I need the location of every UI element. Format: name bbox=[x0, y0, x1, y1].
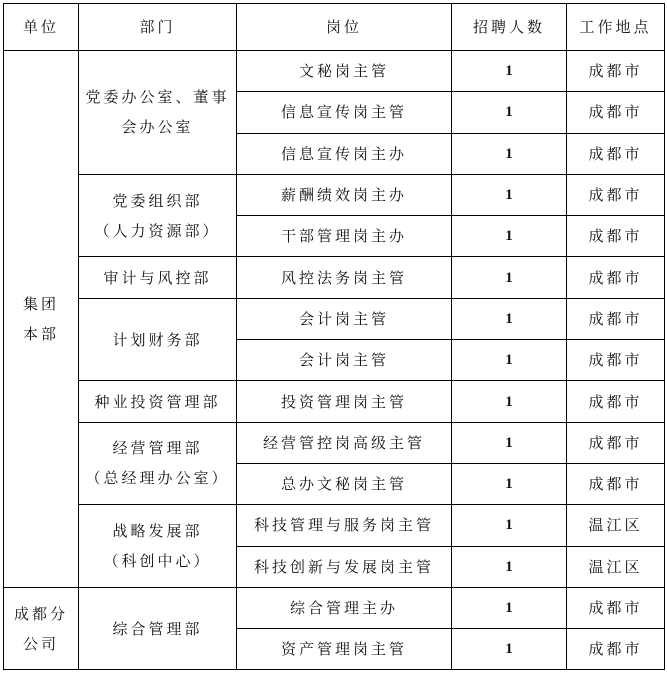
unit-label-line: 公司 bbox=[22, 634, 59, 653]
post-cell: 投资管理岗主管 bbox=[237, 381, 452, 422]
unit-label-line: 成都分 bbox=[13, 604, 68, 623]
header-department: 部门 bbox=[79, 4, 237, 51]
department-label-line: 经营管理部 bbox=[112, 439, 203, 458]
location-cell: 成都市 bbox=[567, 463, 665, 504]
count-cell: 1 bbox=[452, 587, 567, 628]
location-cell: 温江区 bbox=[567, 546, 665, 587]
header-count: 招聘人数 bbox=[452, 4, 567, 51]
post-cell: 会计岗主管 bbox=[237, 340, 452, 381]
count-cell: 1 bbox=[452, 257, 567, 298]
count-cell: 1 bbox=[452, 381, 567, 422]
table-row bbox=[4, 257, 665, 298]
location-cell: 温江区 bbox=[567, 505, 665, 546]
department-cell bbox=[79, 381, 237, 422]
department-cell bbox=[79, 51, 237, 175]
location-cell: 成都市 bbox=[567, 298, 665, 339]
department-label-line: 会办公室 bbox=[121, 118, 194, 137]
count-cell: 1 bbox=[452, 340, 567, 381]
post-cell: 资产管理岗主管 bbox=[237, 629, 452, 670]
department-label-line: 审计与风控部 bbox=[103, 268, 212, 287]
count-cell: 1 bbox=[452, 133, 567, 174]
department-label-line: 综合管理部 bbox=[112, 619, 203, 638]
count-cell: 1 bbox=[452, 422, 567, 463]
unit-cell bbox=[4, 587, 79, 670]
location-cell: 成都市 bbox=[567, 381, 665, 422]
post-cell: 信息宣传岗主办 bbox=[237, 133, 452, 174]
table-row bbox=[4, 174, 665, 215]
header-unit: 单位 bbox=[4, 4, 79, 51]
post-cell: 经营管控岗高级主管 bbox=[237, 422, 452, 463]
count-cell: 1 bbox=[452, 546, 567, 587]
table-row bbox=[4, 381, 665, 422]
location-cell: 成都市 bbox=[567, 92, 665, 133]
location-cell: 成都市 bbox=[567, 216, 665, 257]
unit-label-line: 集团 bbox=[22, 294, 59, 313]
header-post: 岗位 bbox=[237, 4, 452, 51]
department-cell bbox=[79, 174, 237, 257]
count-cell: 1 bbox=[452, 629, 567, 670]
post-cell: 信息宣传岗主管 bbox=[237, 92, 452, 133]
table-row bbox=[4, 51, 665, 92]
table-row bbox=[4, 505, 665, 546]
unit-cell bbox=[4, 51, 79, 588]
department-label-line: （总经理办公室） bbox=[85, 469, 230, 488]
department-cell bbox=[79, 505, 237, 588]
recruitment-table bbox=[3, 3, 665, 670]
post-cell: 文秘岗主管 bbox=[237, 51, 452, 92]
location-cell: 成都市 bbox=[567, 587, 665, 628]
department-label-line: 种业投资管理部 bbox=[94, 392, 221, 411]
department-cell bbox=[79, 298, 237, 381]
post-cell: 综合管理主办 bbox=[237, 587, 452, 628]
header-row bbox=[4, 4, 665, 51]
count-cell: 1 bbox=[452, 51, 567, 92]
count-cell: 1 bbox=[452, 463, 567, 504]
department-label-line: （人力资源部） bbox=[94, 221, 221, 240]
table-row bbox=[4, 422, 665, 463]
location-cell: 成都市 bbox=[567, 133, 665, 174]
post-cell: 科技管理与服务岗主管 bbox=[237, 505, 452, 546]
table-row bbox=[4, 587, 665, 628]
post-cell: 会计岗主管 bbox=[237, 298, 452, 339]
department-label-line: （科创中心） bbox=[103, 552, 212, 571]
department-cell bbox=[79, 587, 237, 670]
count-cell: 1 bbox=[452, 216, 567, 257]
table-row bbox=[4, 298, 665, 339]
department-label-line: 战略发展部 bbox=[112, 522, 203, 541]
post-cell: 科技创新与发展岗主管 bbox=[237, 546, 452, 587]
post-cell: 总办文秘岗主管 bbox=[237, 463, 452, 504]
location-cell: 成都市 bbox=[567, 174, 665, 215]
department-label-line: 党委组织部 bbox=[112, 191, 203, 210]
count-cell: 1 bbox=[452, 505, 567, 546]
header-location: 工作地点 bbox=[567, 4, 665, 51]
post-cell: 风控法务岗主管 bbox=[237, 257, 452, 298]
location-cell: 成都市 bbox=[567, 51, 665, 92]
location-cell: 成都市 bbox=[567, 629, 665, 670]
location-cell: 成都市 bbox=[567, 340, 665, 381]
department-cell bbox=[79, 257, 237, 298]
count-cell: 1 bbox=[452, 298, 567, 339]
location-cell: 成都市 bbox=[567, 422, 665, 463]
department-label-line: 党委办公室、董事 bbox=[85, 88, 230, 107]
count-cell: 1 bbox=[452, 92, 567, 133]
unit-label-line: 本部 bbox=[22, 324, 59, 343]
department-label-line: 计划财务部 bbox=[112, 330, 203, 349]
post-cell: 薪酬绩效岗主办 bbox=[237, 174, 452, 215]
post-cell: 干部管理岗主办 bbox=[237, 216, 452, 257]
location-cell: 成都市 bbox=[567, 257, 665, 298]
count-cell: 1 bbox=[452, 174, 567, 215]
department-cell bbox=[79, 422, 237, 505]
